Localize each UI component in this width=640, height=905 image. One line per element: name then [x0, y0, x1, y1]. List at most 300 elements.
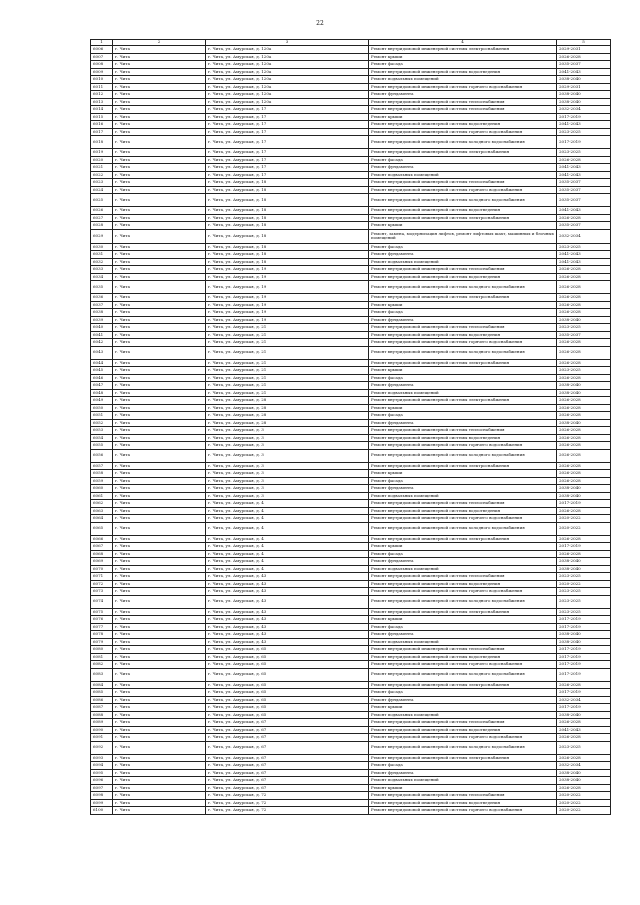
period-cell: 2017-2019 — [557, 543, 611, 551]
address-cell: г. Чита, ул. Амурская, д. 17 — [206, 121, 369, 129]
column-header-5: 5 — [557, 40, 611, 46]
period-cell: 2041-2043 — [557, 258, 611, 266]
row-number-cell: 6025 — [91, 194, 113, 207]
work-type-cell: Ремонт фундамента — [369, 631, 557, 639]
row-number-cell: 6091 — [91, 734, 113, 742]
period-cell: 2026-2028 — [557, 339, 611, 347]
work-type-cell: Ремонт крыши — [369, 367, 557, 375]
period-cell: 2026-2028 — [557, 462, 611, 470]
table-row — [91, 588, 611, 596]
period-cell: 2038-2040 — [557, 777, 611, 785]
row-number-cell: 6096 — [91, 777, 113, 785]
table-row — [91, 339, 611, 347]
address-cell: г. Чита, ул. Амурская, д. 120а — [206, 53, 369, 61]
row-number-cell: 6038 — [91, 309, 113, 317]
table-row — [91, 229, 611, 243]
city-cell: г. Чита — [113, 179, 206, 187]
row-number-cell: 6069 — [91, 558, 113, 566]
address-cell: г. Чита, ул. Амурская, д. 3 — [206, 449, 369, 462]
table-row — [91, 214, 611, 222]
row-number-cell: 6060 — [91, 485, 113, 493]
work-type-cell: Ремонт подвальных помещений — [369, 171, 557, 179]
table-row — [91, 374, 611, 382]
city-cell: г. Чита — [113, 367, 206, 375]
period-cell: 2038-2040 — [557, 485, 611, 493]
city-cell: г. Чита — [113, 164, 206, 172]
address-cell: г. Чита, ул. Амурская, д. 21 — [206, 346, 369, 359]
table-row — [91, 595, 611, 608]
address-cell: г. Чита, ул. Амурская, д. 18 — [206, 243, 369, 251]
work-type-cell: Ремонт внутридомовой инженерной системы электроснабжения — [369, 46, 557, 54]
period-cell: 2023-2025 — [557, 595, 611, 608]
address-cell: г. Чита, ул. Амурская, д. 18 — [206, 229, 369, 243]
period-cell: 2038-2040 — [557, 558, 611, 566]
table-row — [91, 661, 611, 669]
work-type-cell: Ремонт внутридомовой инженерной системы водоотведения — [369, 799, 557, 807]
table-row — [91, 485, 611, 493]
address-cell: г. Чита, ул. Амурская, д. 17 — [206, 106, 369, 114]
city-cell: г. Чита — [113, 374, 206, 382]
work-type-cell: Ремонт фундамента — [369, 769, 557, 777]
row-number-cell: 6080 — [91, 646, 113, 654]
table-row — [91, 179, 611, 187]
city-cell: г. Чита — [113, 631, 206, 639]
work-type-cell: Ремонт внутридомовой инженерной системы горячего водоснабжения — [369, 734, 557, 742]
row-number-cell: 6037 — [91, 301, 113, 309]
work-type-cell: Ремонт крыши — [369, 704, 557, 712]
period-cell: 2026-2028 — [557, 346, 611, 359]
work-type-cell: Ремонт фасада — [369, 309, 557, 317]
work-type-cell: Ремонт внутридомовой инженерной системы холодного водоснабжения — [369, 595, 557, 608]
city-cell: г. Чита — [113, 608, 206, 616]
row-number-cell: 6026 — [91, 207, 113, 215]
table-row — [91, 397, 611, 405]
table-row — [91, 462, 611, 470]
period-cell: 2026-2028 — [557, 397, 611, 405]
address-cell: г. Чита, ул. Амурская, д. 67 — [206, 784, 369, 792]
period-cell: 2038-2040 — [557, 382, 611, 390]
work-type-cell: Ремонт фасада — [369, 550, 557, 558]
address-cell: г. Чита, ул. Амурская, д. 18 — [206, 214, 369, 222]
work-type-cell: Ремонт внутридомовой инженерной системы холодного водоснабжения — [369, 522, 557, 535]
row-number-cell: 6050 — [91, 404, 113, 412]
row-number-cell: 6023 — [91, 179, 113, 187]
work-type-cell: Ремонт внутридомовой инженерной системы теплоснабжения — [369, 266, 557, 274]
period-cell: 2038-2040 — [557, 631, 611, 639]
table-row — [91, 470, 611, 478]
city-cell: г. Чита — [113, 595, 206, 608]
city-cell: г. Чита — [113, 762, 206, 770]
city-cell: г. Чита — [113, 543, 206, 551]
row-number-cell: 6086 — [91, 696, 113, 704]
city-cell: г. Чита — [113, 638, 206, 646]
address-cell: г. Чита, ул. Амурская, д. 4 — [206, 535, 369, 543]
address-cell: г. Чита, ул. Амурская, д. 21 — [206, 367, 369, 375]
address-cell: г. Чита, ул. Амурская, д. 21 — [206, 374, 369, 382]
row-number-cell: 6055 — [91, 442, 113, 450]
period-cell: 2041-2043 — [557, 171, 611, 179]
address-cell: г. Чита, ул. Амурская, д. 120а — [206, 61, 369, 69]
address-cell: г. Чита, ул. Амурская, д. 19 — [206, 273, 369, 281]
period-cell: 2023-2025 — [557, 149, 611, 157]
row-number-cell: 6006 — [91, 46, 113, 54]
row-number-cell: 6011 — [91, 83, 113, 91]
period-cell: 2026-2028 — [557, 734, 611, 742]
period-cell: 2023-2025 — [557, 741, 611, 754]
row-number-cell: 6030 — [91, 243, 113, 251]
table-row — [91, 616, 611, 624]
address-cell: г. Чита, ул. Амурская, д. 65 — [206, 696, 369, 704]
work-type-cell: Ремонт внутридомовой инженерной системы теплоснабжения — [369, 500, 557, 508]
city-cell: г. Чита — [113, 222, 206, 230]
table-row — [91, 346, 611, 359]
city-cell: г. Чита — [113, 53, 206, 61]
table-row — [91, 186, 611, 194]
work-type-cell: Ремонт фасада — [369, 412, 557, 420]
city-cell: г. Чита — [113, 550, 206, 558]
address-cell: г. Чита, ул. Амурская, д. 19 — [206, 281, 369, 294]
table-row — [91, 500, 611, 508]
table-row — [91, 309, 611, 317]
address-cell: г. Чита, ул. Амурская, д. 43 — [206, 631, 369, 639]
period-cell: 2032-2034 — [557, 762, 611, 770]
period-cell: 2038-2040 — [557, 389, 611, 397]
table-row — [91, 156, 611, 164]
table-row — [91, 719, 611, 727]
row-number-cell: 6015 — [91, 113, 113, 121]
period-cell: 2020-2022 — [557, 522, 611, 535]
row-number-cell: 6099 — [91, 799, 113, 807]
work-type-cell: Ремонт крыши — [369, 53, 557, 61]
row-number-cell: 6014 — [91, 106, 113, 114]
address-cell: г. Чита, ул. Амурская, д. 4 — [206, 522, 369, 535]
table-row — [91, 121, 611, 129]
row-number-cell: 6065 — [91, 522, 113, 535]
row-number-cell: 6039 — [91, 316, 113, 324]
row-number-cell: 6024 — [91, 186, 113, 194]
period-cell: 2035-2037 — [557, 61, 611, 69]
row-number-cell: 6092 — [91, 741, 113, 754]
period-cell: 2020-2022 — [557, 799, 611, 807]
address-cell: г. Чита, ул. Амурская, д. 120а — [206, 76, 369, 84]
row-number-cell: 6034 — [91, 273, 113, 281]
address-cell: г. Чита, ул. Амурская, д. 43 — [206, 616, 369, 624]
row-number-cell: 6016 — [91, 121, 113, 129]
address-cell: г. Чита, ул. Амурская, д. 65 — [206, 704, 369, 712]
table-row — [91, 194, 611, 207]
work-type-cell: Ремонт крыши — [369, 784, 557, 792]
work-type-cell: Ремонт внутридомовой инженерной системы горячего водоснабжения — [369, 442, 557, 450]
work-type-cell: Ремонт фундамента — [369, 164, 557, 172]
table-row — [91, 412, 611, 420]
city-cell: г. Чита — [113, 229, 206, 243]
period-cell: 2017-2019 — [557, 623, 611, 631]
work-type-cell: Ремонт внутридомовой инженерной системы теплоснабжения — [369, 646, 557, 654]
period-cell: 2026-2028 — [557, 754, 611, 762]
column-header-4: 4 — [369, 40, 557, 46]
address-cell: г. Чита, ул. Амурская, д. 72 — [206, 807, 369, 815]
row-number-cell: 6052 — [91, 419, 113, 427]
table-row — [91, 734, 611, 742]
work-type-cell: Ремонт внутридомовой инженерной системы холодного водоснабжения — [369, 668, 557, 681]
address-cell: г. Чита, ул. Амурская, д. 18 — [206, 258, 369, 266]
city-cell: г. Чита — [113, 346, 206, 359]
address-cell: г. Чита, ул. Амурская, д. 72 — [206, 792, 369, 800]
row-number-cell: 6022 — [91, 171, 113, 179]
city-cell: г. Чита — [113, 696, 206, 704]
period-cell: 2023-2025 — [557, 324, 611, 332]
work-type-cell: Ремонт внутридомовой инженерной системы горячего водоснабжения — [369, 588, 557, 596]
address-cell: г. Чита, ул. Амурская, д. 3 — [206, 434, 369, 442]
period-cell: 2017-2019 — [557, 704, 611, 712]
work-type-cell: Ремонт внутридомовой инженерной системы горячего водоснабжения — [369, 339, 557, 347]
row-number-cell: 6029 — [91, 229, 113, 243]
row-number-cell: 6040 — [91, 324, 113, 332]
table-row — [91, 434, 611, 442]
city-cell: г. Чита — [113, 777, 206, 785]
city-cell: г. Чита — [113, 382, 206, 390]
work-type-cell: Ремонт фасада — [369, 374, 557, 382]
row-number-cell: 6036 — [91, 294, 113, 302]
table-row — [91, 68, 611, 76]
address-cell: г. Чита, ул. Амурская, д. 17 — [206, 149, 369, 157]
table-row — [91, 573, 611, 581]
address-cell: г. Чита, ул. Амурская, д. 43 — [206, 595, 369, 608]
city-cell: г. Чита — [113, 726, 206, 734]
city-cell: г. Чита — [113, 419, 206, 427]
work-type-cell: Ремонт подвальных помещений — [369, 492, 557, 500]
row-number-cell: 6007 — [91, 53, 113, 61]
period-cell: 2026-2028 — [557, 273, 611, 281]
address-cell: г. Чита, ул. Амурская, д. 19 — [206, 266, 369, 274]
city-cell: г. Чита — [113, 616, 206, 624]
period-cell: 2026-2028 — [557, 412, 611, 420]
work-type-cell: Ремонт внутридомовой инженерной системы электроснабжения — [369, 462, 557, 470]
period-cell: 2041-2043 — [557, 207, 611, 215]
city-cell: г. Чита — [113, 106, 206, 114]
work-type-cell: Ремонт внутридомовой инженерной системы горячего водоснабжения — [369, 807, 557, 815]
table-row — [91, 83, 611, 91]
period-cell: 2038-2040 — [557, 711, 611, 719]
table-row — [91, 543, 611, 551]
work-type-cell: Ремонт внутридомовой инженерной системы электроснабжения — [369, 681, 557, 689]
table-row — [91, 273, 611, 281]
address-cell: г. Чита, ул. Амурская, д. 17 — [206, 156, 369, 164]
city-cell: г. Чита — [113, 565, 206, 573]
row-number-cell: 6070 — [91, 565, 113, 573]
address-cell: г. Чита, ул. Амурская, д. 19 — [206, 316, 369, 324]
row-number-cell: 6046 — [91, 374, 113, 382]
city-cell: г. Чита — [113, 623, 206, 631]
work-type-cell: Ремонт крыши — [369, 404, 557, 412]
period-cell: 2017-2019 — [557, 136, 611, 149]
address-cell: г. Чита, ул. Амурская, д. 65 — [206, 711, 369, 719]
city-cell: г. Чита — [113, 339, 206, 347]
address-cell: г. Чита, ул. Амурская, д. 17 — [206, 113, 369, 121]
period-cell: 2035-2037 — [557, 186, 611, 194]
table-row — [91, 762, 611, 770]
period-cell: 2038-2040 — [557, 316, 611, 324]
row-number-cell: 6009 — [91, 68, 113, 76]
row-number-cell: 6081 — [91, 653, 113, 661]
work-type-cell: Ремонт фасада — [369, 762, 557, 770]
city-cell: г. Чита — [113, 681, 206, 689]
city-cell: г. Чита — [113, 807, 206, 815]
city-cell: г. Чита — [113, 535, 206, 543]
work-type-cell: Ремонт внутридомовой инженерной системы электроснабжения — [369, 608, 557, 616]
address-cell: г. Чита, ул. Амурская, д. 21 — [206, 324, 369, 332]
address-cell: г. Чита, ул. Амурская, д. 43 — [206, 573, 369, 581]
table-row — [91, 711, 611, 719]
address-cell: г. Чита, ул. Амурская, д. 18 — [206, 179, 369, 187]
table-row — [91, 382, 611, 390]
work-type-cell: Ремонт внутридомовой инженерной системы водоотведения — [369, 121, 557, 129]
row-number-cell: 6042 — [91, 339, 113, 347]
work-type-cell: Ремонт внутридомовой инженерной системы водоотведения — [369, 507, 557, 515]
work-type-cell: Ремонт внутридомовой инженерной системы теплоснабжения — [369, 324, 557, 332]
city-cell: г. Чита — [113, 316, 206, 324]
period-cell: 2026-2028 — [557, 301, 611, 309]
row-number-cell: 6097 — [91, 784, 113, 792]
address-cell: г. Чита, ул. Амурская, д. 67 — [206, 777, 369, 785]
table-row — [91, 419, 611, 427]
city-cell: г. Чита — [113, 485, 206, 493]
row-number-cell: 6044 — [91, 359, 113, 367]
row-number-cell: 6041 — [91, 331, 113, 339]
work-type-cell: Ремонт внутридомовой инженерной системы холодного водоснабжения — [369, 449, 557, 462]
table-row — [91, 281, 611, 294]
city-cell: г. Чита — [113, 389, 206, 397]
work-type-cell: Ремонт внутридомовой инженерной системы горячего водоснабжения — [369, 515, 557, 523]
address-cell: г. Чита, ул. Амурская, д. 3 — [206, 462, 369, 470]
period-cell: 2032-2034 — [557, 229, 611, 243]
table-row — [91, 769, 611, 777]
row-number-cell: 6053 — [91, 427, 113, 435]
address-cell: г. Чита, ул. Амурская, д. 3 — [206, 477, 369, 485]
period-cell: 2023-2025 — [557, 367, 611, 375]
city-cell: г. Чита — [113, 214, 206, 222]
period-cell: 2026-2028 — [557, 535, 611, 543]
period-cell: 2020-2022 — [557, 515, 611, 523]
address-cell: г. Чита, ул. Амурская, д. 19 — [206, 309, 369, 317]
address-cell: г. Чита, ул. Амурская, д. 120а — [206, 91, 369, 99]
work-type-cell: Ремонт внутридомовой инженерной системы теплоснабжения — [369, 427, 557, 435]
address-cell: г. Чита, ул. Амурская, д. 67 — [206, 734, 369, 742]
address-cell: г. Чита, ул. Амурская, д. 28 — [206, 404, 369, 412]
city-cell: г. Чита — [113, 769, 206, 777]
address-cell: г. Чита, ул. Амурская, д. 67 — [206, 726, 369, 734]
row-number-cell: 6032 — [91, 258, 113, 266]
work-type-cell: Ремонт внутридомовой инженерной системы электроснабжения — [369, 359, 557, 367]
work-type-cell: Ремонт внутридомовой инженерной системы водоотведения — [369, 331, 557, 339]
work-type-cell: Ремонт фундамента — [369, 485, 557, 493]
work-type-cell: Ремонт внутридомовой инженерной системы холодного водоснабжения — [369, 346, 557, 359]
work-type-cell: Ремонт внутридомовой инженерной системы теплоснабжения — [369, 719, 557, 727]
city-cell: г. Чита — [113, 754, 206, 762]
row-number-cell: 6027 — [91, 214, 113, 222]
city-cell: г. Чита — [113, 309, 206, 317]
table-row — [91, 171, 611, 179]
period-cell: 2017-2019 — [557, 113, 611, 121]
city-cell: г. Чита — [113, 258, 206, 266]
city-cell: г. Чита — [113, 661, 206, 669]
city-cell: г. Чита — [113, 251, 206, 259]
work-type-cell: Ремонт подвальных помещений — [369, 258, 557, 266]
row-number-cell: 6021 — [91, 164, 113, 172]
period-cell: 2023-2025 — [557, 243, 611, 251]
work-type-cell: Ремонт внутридомовой инженерной системы холодного водоснабжения — [369, 741, 557, 754]
table-row — [91, 301, 611, 309]
period-cell: 2026-2028 — [557, 550, 611, 558]
row-number-cell: 6076 — [91, 616, 113, 624]
city-cell: г. Чита — [113, 281, 206, 294]
work-type-cell: Ремонт внутридомовой инженерной системы холодного водоснабжения — [369, 194, 557, 207]
address-cell: г. Чита, ул. Амурская, д. 120а — [206, 83, 369, 91]
period-cell: 2026-2028 — [557, 470, 611, 478]
city-cell: г. Чита — [113, 113, 206, 121]
table-row — [91, 258, 611, 266]
table-row — [91, 631, 611, 639]
period-cell: 2041-2043 — [557, 68, 611, 76]
row-number-cell: 6033 — [91, 266, 113, 274]
table-row — [91, 359, 611, 367]
address-cell: г. Чита, ул. Амурская, д. 17 — [206, 171, 369, 179]
table-row — [91, 91, 611, 99]
row-number-cell: 6073 — [91, 588, 113, 596]
table-row — [91, 61, 611, 69]
table-row — [91, 331, 611, 339]
address-cell: г. Чита, ул. Амурская, д. 19 — [206, 301, 369, 309]
address-cell: г. Чита, ул. Амурская, д. 3 — [206, 442, 369, 450]
period-cell: 2026-2028 — [557, 374, 611, 382]
address-cell: г. Чита, ул. Амурская, д. 3 — [206, 492, 369, 500]
table-row — [91, 266, 611, 274]
work-type-cell: Ремонт внутридомовой инженерной системы горячего водоснабжения — [369, 186, 557, 194]
city-cell: г. Чита — [113, 121, 206, 129]
row-number-cell: 6061 — [91, 492, 113, 500]
row-number-cell: 6093 — [91, 754, 113, 762]
table-row — [91, 799, 611, 807]
address-cell: г. Чита, ул. Амурская, д. 120а — [206, 98, 369, 106]
work-type-cell: Ремонт внутридомовой инженерной системы электроснабжения — [369, 754, 557, 762]
city-cell: г. Чита — [113, 397, 206, 405]
city-cell: г. Чита — [113, 412, 206, 420]
address-cell: г. Чита, ул. Амурская, д. 43 — [206, 580, 369, 588]
address-cell: г. Чита, ул. Амурская, д. 120а — [206, 68, 369, 76]
address-cell: г. Чита, ул. Амурская, д. 3 — [206, 485, 369, 493]
address-cell: г. Чита, ул. Амурская, д. 43 — [206, 638, 369, 646]
column-header-1: 1 — [91, 40, 113, 46]
table-row — [91, 681, 611, 689]
address-cell: г. Чита, ул. Амурская, д. 43 — [206, 588, 369, 596]
period-cell: 2017-2019 — [557, 689, 611, 697]
address-cell: г. Чита, ул. Амурская, д. 65 — [206, 646, 369, 654]
city-cell: г. Чита — [113, 515, 206, 523]
row-number-cell: 6078 — [91, 631, 113, 639]
address-cell: г. Чита, ул. Амурская, д. 28 — [206, 419, 369, 427]
work-type-cell: Ремонт подвальных помещений — [369, 711, 557, 719]
address-cell: г. Чита, ул. Амурская, д. 65 — [206, 661, 369, 669]
row-number-cell: 6012 — [91, 91, 113, 99]
city-cell: г. Чита — [113, 470, 206, 478]
period-cell: 2038-2040 — [557, 98, 611, 106]
row-number-cell: 6008 — [91, 61, 113, 69]
row-number-cell: 6067 — [91, 543, 113, 551]
city-cell: г. Чита — [113, 171, 206, 179]
address-cell: г. Чита, ул. Амурская, д. 67 — [206, 769, 369, 777]
city-cell: г. Чита — [113, 359, 206, 367]
row-number-cell: 6095 — [91, 769, 113, 777]
